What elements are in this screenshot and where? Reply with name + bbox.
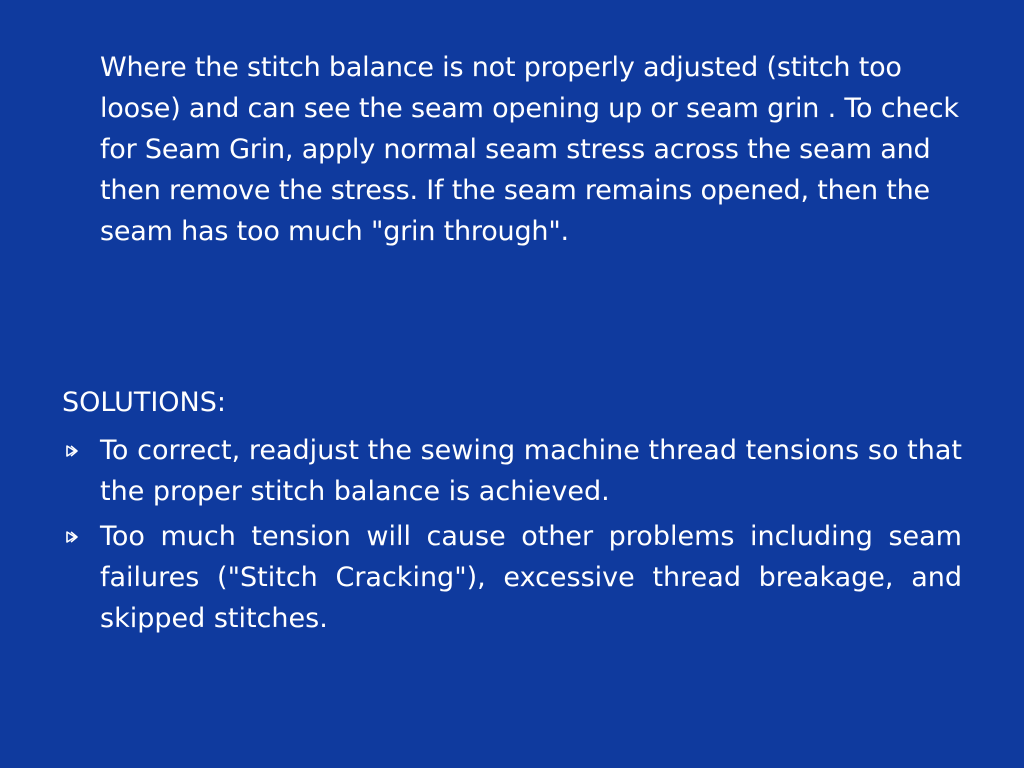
solutions-heading: SOLUTIONS: xyxy=(62,387,226,418)
list-item xyxy=(62,516,962,639)
arrow-bullet-icon xyxy=(62,516,82,557)
intro-paragraph: Where the stitch balance is not properly adjusted (stitch too loose) and can see the seam opening up or seam grin . To check for Seam Grin, apply normal seam stress across the seam and then remove the stress. If the seam remains opened, then the seam has too much "grin through". xyxy=(100,52,959,247)
solutions-list xyxy=(62,430,962,643)
list-item xyxy=(62,430,962,512)
bullet-text: Too much tension will cause other problems including seam failures ("Stitch Cracking"), excessive thread breakage, and skipped stitches. xyxy=(100,521,962,634)
bullet-text: To correct, readjust the sewing machine thread tensions so that the proper stitch balance is achieved. xyxy=(100,435,962,507)
arrow-bullet-icon xyxy=(62,430,82,471)
